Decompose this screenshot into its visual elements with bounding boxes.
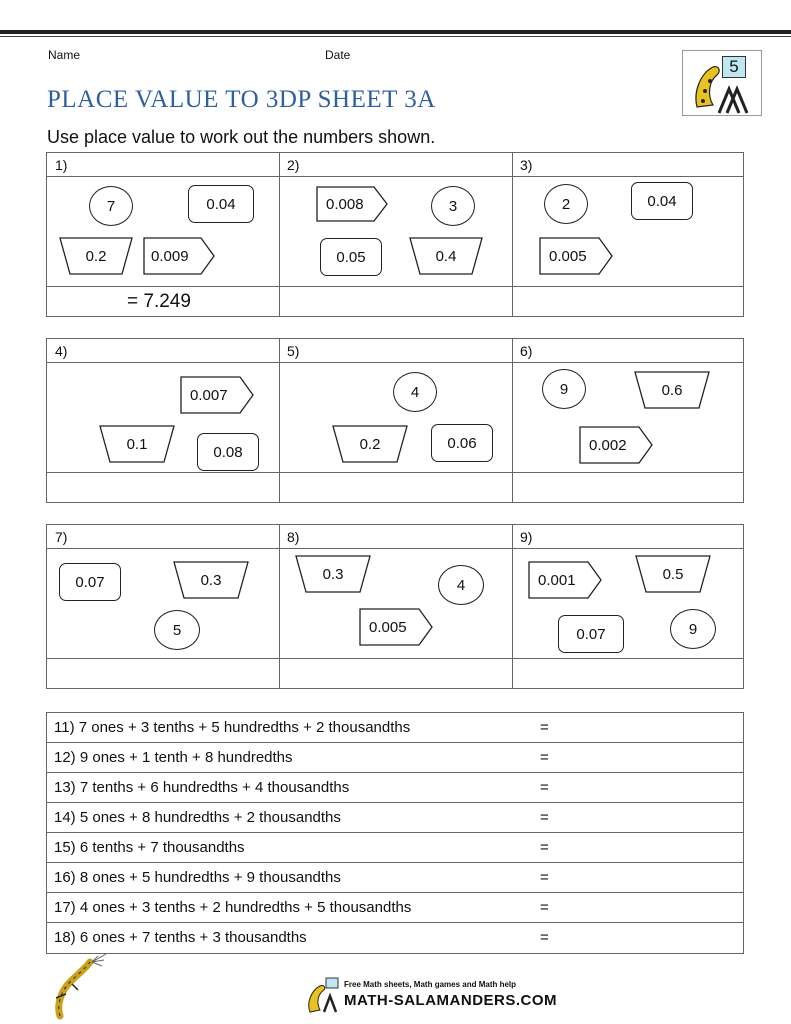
hundredths-box: 0.04: [188, 185, 254, 223]
ones-circle: 4: [393, 372, 437, 412]
table-row: 11) 7 ones + 3 tenths + 5 hundredths + 2 thousandths =: [47, 713, 743, 743]
math-salamanders-logo-icon: [304, 976, 340, 1014]
question-grid-2: [46, 338, 744, 503]
hundredths-box: 0.06: [431, 424, 493, 462]
question-number: 8): [287, 529, 300, 545]
question-number: 9): [520, 529, 533, 545]
question-number: 6): [520, 343, 533, 359]
tenths-trapezoid: 0.6: [634, 371, 710, 409]
answer-text: = 7.249: [127, 291, 191, 312]
tenths-trapezoid: 0.2: [332, 425, 408, 463]
thousandths-arrow: 0.009: [143, 237, 215, 275]
thousandths-arrow: 0.002: [579, 426, 653, 464]
written-questions-table: [46, 712, 744, 954]
tenths-trapezoid: 0.4: [409, 237, 483, 275]
question-grid-3: [46, 524, 744, 689]
thousandths-arrow: 0.001: [528, 561, 602, 599]
date-label: Date: [325, 48, 351, 62]
instructions: Use place value to work out the numbers shown.: [47, 127, 436, 147]
hundredths-box: 0.04: [631, 182, 693, 220]
logo-number: 5: [722, 56, 746, 78]
thousandths-arrow: 0.007: [180, 376, 254, 414]
tenths-trapezoid: 0.2: [59, 237, 133, 275]
table-row: 16) 8 ones + 5 hundredths + 9 thousandths =: [47, 863, 743, 893]
question-number: 4): [55, 343, 68, 359]
ones-circle: 9: [542, 369, 586, 409]
top-rule: [0, 30, 791, 34]
ones-circle: 3: [431, 186, 475, 226]
table-row: 12) 9 ones + 1 tenth + 8 hundredths =: [47, 743, 743, 773]
question-number: 1): [55, 157, 68, 173]
ones-circle: 7: [89, 186, 133, 226]
name-label: Name: [48, 48, 81, 62]
table-row: 18) 6 ones + 7 tenths + 3 thousandths =: [54, 929, 549, 946]
tenths-trapezoid: 0.3: [173, 561, 249, 599]
tenths-trapezoid: 0.3: [295, 555, 371, 593]
footer-tagline: Free Math sheets, Math games and Math help: [344, 980, 517, 989]
ones-circle: 5: [154, 610, 200, 650]
ones-circle: 4: [438, 565, 484, 605]
hundredths-box: 0.07: [59, 563, 121, 601]
ones-circle: 2: [544, 184, 588, 224]
tenths-trapezoid: 0.5: [635, 555, 711, 593]
question-number: 7): [55, 529, 68, 545]
hundredths-box: 0.07: [558, 615, 624, 653]
table-row: 14) 5 ones + 8 hundredths + 2 thousandths =: [47, 803, 743, 833]
hundredths-box: 0.05: [320, 238, 382, 276]
footer-site-name: MATH-SALAMANDERS.COM: [344, 992, 558, 1009]
salamander-icon: [48, 954, 118, 1020]
table-row: 15) 6 tenths + 7 thousandths =: [47, 833, 743, 863]
hundredths-box: 0.08: [197, 433, 259, 471]
ones-circle: 9: [670, 609, 716, 649]
question-grid-1: [46, 152, 744, 317]
top-rule-thin: [0, 36, 791, 37]
question-number: 2): [287, 157, 300, 173]
table-row: 13) 7 tenths + 6 hundredths + 4 thousandths =: [47, 773, 743, 803]
table-row: 17) 4 ones + 3 tenths + 2 hundredths + 5 thousandths =: [47, 893, 743, 923]
page-title: PLACE VALUE TO 3DP SHEET 3A: [47, 86, 436, 113]
tenths-trapezoid: 0.1: [99, 425, 175, 463]
question-number: 3): [520, 157, 533, 173]
question-number: 5): [287, 343, 300, 359]
thousandths-arrow: 0.008: [316, 186, 388, 222]
thousandths-arrow: 0.005: [539, 237, 613, 275]
thousandths-arrow: 0.005: [359, 608, 433, 646]
